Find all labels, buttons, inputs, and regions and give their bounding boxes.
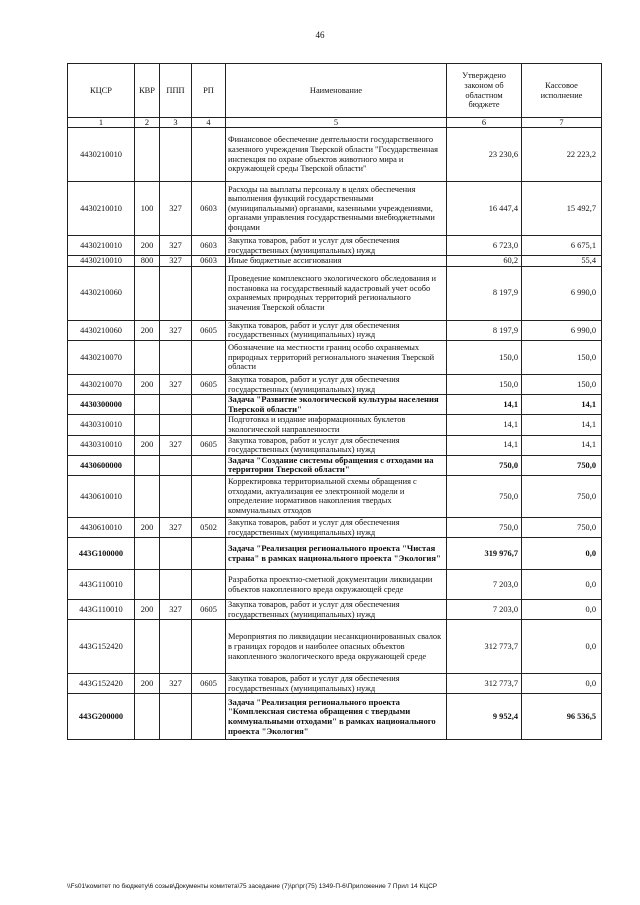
cell-approved: 7 203,0 bbox=[447, 570, 522, 600]
cell-approved: 16 447,4 bbox=[447, 182, 522, 236]
cell-kvr bbox=[135, 455, 160, 475]
cell-cash: 0,0 bbox=[522, 570, 602, 600]
table-row bbox=[68, 538, 602, 570]
budget-execution-table bbox=[67, 63, 602, 740]
column-number: 5 bbox=[226, 118, 447, 128]
cell-rp bbox=[192, 475, 226, 517]
cell-kvr bbox=[135, 128, 160, 182]
cell-kvr: 200 bbox=[135, 435, 160, 455]
cell-cash: 150,0 bbox=[522, 374, 602, 394]
cell-name: Задача "Создание системы обращения с отходами на территории Тверской области" bbox=[226, 455, 447, 475]
cell-kvr bbox=[135, 620, 160, 674]
cell-cash: 96 536,5 bbox=[522, 694, 602, 740]
cell-kcsr: 4430210010 bbox=[68, 236, 135, 256]
table-row bbox=[68, 517, 602, 537]
table-row bbox=[68, 236, 602, 256]
cell-rp bbox=[192, 538, 226, 570]
cell-kvr: 100 bbox=[135, 182, 160, 236]
cell-cash: 750,0 bbox=[522, 455, 602, 475]
cell-ppp: 327 bbox=[160, 320, 192, 340]
cell-ppp bbox=[160, 694, 192, 740]
cell-approved: 14,1 bbox=[447, 415, 522, 435]
cell-rp: 0603 bbox=[192, 182, 226, 236]
cell-kcsr: 4430210070 bbox=[68, 340, 135, 374]
cell-cash: 15 492,7 bbox=[522, 182, 602, 236]
header-ppp: ППП bbox=[160, 64, 192, 118]
cell-kvr bbox=[135, 395, 160, 415]
cell-approved: 150,0 bbox=[447, 340, 522, 374]
cell-cash: 0,0 bbox=[522, 620, 602, 674]
cell-cash: 14,1 bbox=[522, 415, 602, 435]
cell-kvr bbox=[135, 694, 160, 740]
cell-kcsr: 4430300000 bbox=[68, 395, 135, 415]
cell-rp: 0603 bbox=[192, 236, 226, 256]
page-number: 46 bbox=[315, 30, 325, 40]
cell-approved: 23 230,6 bbox=[447, 128, 522, 182]
table-row bbox=[68, 475, 602, 517]
cell-cash: 0,0 bbox=[522, 674, 602, 694]
cell-kcsr: 4430610010 bbox=[68, 517, 135, 537]
table-row bbox=[68, 256, 602, 267]
cell-kcsr: 4430210060 bbox=[68, 320, 135, 340]
cell-kvr bbox=[135, 340, 160, 374]
table-row bbox=[68, 435, 602, 455]
cell-kcsr: 4430610010 bbox=[68, 475, 135, 517]
cell-approved: 312 773,7 bbox=[447, 620, 522, 674]
table-row bbox=[68, 415, 602, 435]
cell-kcsr: 4430310010 bbox=[68, 435, 135, 455]
table-row bbox=[68, 320, 602, 340]
cell-cash: 750,0 bbox=[522, 517, 602, 537]
cell-ppp: 327 bbox=[160, 600, 192, 620]
cell-cash: 0,0 bbox=[522, 538, 602, 570]
cell-ppp: 327 bbox=[160, 674, 192, 694]
cell-ppp bbox=[160, 128, 192, 182]
cell-cash: 150,0 bbox=[522, 340, 602, 374]
cell-name: Обозначение на местности границ особо охраняемых природных территорий регионального значения Тверской области bbox=[226, 340, 447, 374]
cell-name: Закупка товаров, работ и услуг для обеспечения государственных (муниципальных) нужд bbox=[226, 236, 447, 256]
cell-name: Проведение комплексного экологического обследования и постановка на государственный кадастровый учет особо охраняемых природных территорий регионального значения Тверской области bbox=[226, 266, 447, 320]
cell-kvr: 200 bbox=[135, 674, 160, 694]
cell-ppp bbox=[160, 340, 192, 374]
cell-name: Закупка товаров, работ и услуг для обеспечения государственных (муниципальных) нужд bbox=[226, 517, 447, 537]
cell-kcsr: 4430210010 bbox=[68, 128, 135, 182]
cell-name: Закупка товаров, работ и услуг для обеспечения государственных (муниципальных) нужд bbox=[226, 320, 447, 340]
cell-cash: 750,0 bbox=[522, 475, 602, 517]
cell-name: Закупка товаров, работ и услуг для обеспечения государственных (муниципальных) нужд bbox=[226, 374, 447, 394]
cell-kcsr: 443G200000 bbox=[68, 694, 135, 740]
cell-approved: 14,1 bbox=[447, 435, 522, 455]
cell-ppp: 327 bbox=[160, 236, 192, 256]
header-name: Наименование bbox=[226, 64, 447, 118]
cell-name: Закупка товаров, работ и услуг для обеспечения государственных (муниципальных) нужд bbox=[226, 435, 447, 455]
cell-rp: 0605 bbox=[192, 674, 226, 694]
cell-kcsr: 443G110010 bbox=[68, 570, 135, 600]
cell-kcsr: 4430310010 bbox=[68, 415, 135, 435]
cell-ppp bbox=[160, 455, 192, 475]
cell-kcsr: 4430210060 bbox=[68, 266, 135, 320]
cell-ppp bbox=[160, 475, 192, 517]
cell-approved: 9 952,4 bbox=[447, 694, 522, 740]
cell-rp bbox=[192, 620, 226, 674]
cell-rp: 0603 bbox=[192, 256, 226, 267]
cell-cash: 6 675,1 bbox=[522, 236, 602, 256]
cell-name: Задача "Реализация регионального проекта "Комплексная система обращения с твердыми коммунальными отходами" в рамках национального проекта "Экология" bbox=[226, 694, 447, 740]
cell-name: Закупка товаров, работ и услуг для обеспечения государственных (муниципальных) нужд bbox=[226, 674, 447, 694]
cell-rp: 0605 bbox=[192, 320, 226, 340]
cell-cash: 14,1 bbox=[522, 395, 602, 415]
cell-cash: 6 990,0 bbox=[522, 320, 602, 340]
column-number: 6 bbox=[447, 118, 522, 128]
cell-ppp bbox=[160, 266, 192, 320]
cell-ppp: 327 bbox=[160, 374, 192, 394]
header-cash: Кассовое исполнение bbox=[522, 64, 602, 118]
table-row bbox=[68, 266, 602, 320]
cell-kvr bbox=[135, 415, 160, 435]
cell-kcsr: 443G152420 bbox=[68, 674, 135, 694]
cell-kcsr: 4430210070 bbox=[68, 374, 135, 394]
cell-name: Финансовое обеспечение деятельности государственного казенного учреждения Тверской области "Государственная инспекция по охране объектов животного мира и окружающей среды Тверской области" bbox=[226, 128, 447, 182]
cell-ppp bbox=[160, 570, 192, 600]
header-kvr: КВР bbox=[135, 64, 160, 118]
cell-rp bbox=[192, 570, 226, 600]
cell-ppp bbox=[160, 395, 192, 415]
cell-approved: 6 723,0 bbox=[447, 236, 522, 256]
table-row bbox=[68, 340, 602, 374]
cell-kvr: 200 bbox=[135, 600, 160, 620]
cell-ppp bbox=[160, 415, 192, 435]
table-row bbox=[68, 694, 602, 740]
column-number: 7 bbox=[522, 118, 602, 128]
cell-kcsr: 4430600000 bbox=[68, 455, 135, 475]
cell-kvr: 200 bbox=[135, 236, 160, 256]
cell-ppp: 327 bbox=[160, 256, 192, 267]
table-row bbox=[68, 570, 602, 600]
cell-approved: 750,0 bbox=[447, 455, 522, 475]
table-row bbox=[68, 128, 602, 182]
cell-name: Иные бюджетные ассигнования bbox=[226, 256, 447, 267]
column-number: 1 bbox=[68, 118, 135, 128]
cell-rp bbox=[192, 455, 226, 475]
table-row bbox=[68, 182, 602, 236]
cell-rp: 0605 bbox=[192, 600, 226, 620]
cell-rp bbox=[192, 415, 226, 435]
column-number-row bbox=[68, 118, 602, 128]
cell-cash: 55,4 bbox=[522, 256, 602, 267]
cell-kvr bbox=[135, 266, 160, 320]
header-approved: Утверждено законом об областном бюджете bbox=[447, 64, 522, 118]
cell-kvr: 200 bbox=[135, 517, 160, 537]
cell-kcsr: 4430210010 bbox=[68, 256, 135, 267]
cell-approved: 14,1 bbox=[447, 395, 522, 415]
table-header-row bbox=[68, 64, 602, 118]
cell-ppp bbox=[160, 620, 192, 674]
cell-name: Закупка товаров, работ и услуг для обеспечения государственных (муниципальных) нужд bbox=[226, 600, 447, 620]
cell-name: Корректировка территориальной схемы обращения с отходами, актуализация ее электронной модели и определение нормативов накопления твердых коммунальных отходов bbox=[226, 475, 447, 517]
cell-cash: 22 223,2 bbox=[522, 128, 602, 182]
table-row bbox=[68, 374, 602, 394]
cell-name: Подготовка и издание информационных буклетов экологической направленности bbox=[226, 415, 447, 435]
cell-cash: 0,0 bbox=[522, 600, 602, 620]
cell-rp bbox=[192, 128, 226, 182]
cell-kvr: 200 bbox=[135, 320, 160, 340]
table-row bbox=[68, 674, 602, 694]
cell-rp bbox=[192, 340, 226, 374]
column-number: 2 bbox=[135, 118, 160, 128]
cell-ppp bbox=[160, 538, 192, 570]
cell-name: Мероприятия по ликвидации несанкционированных свалок в границах городов и наиболее опасных объектов накопленного экологического вреда окружающей среде bbox=[226, 620, 447, 674]
cell-kvr: 200 bbox=[135, 374, 160, 394]
cell-approved: 312 773,7 bbox=[447, 674, 522, 694]
header-kcsr: КЦСР bbox=[68, 64, 135, 118]
cell-rp bbox=[192, 266, 226, 320]
cell-name: Задача "Реализация регионального проекта "Чистая страна" в рамках национального проекта "Экология" bbox=[226, 538, 447, 570]
cell-kcsr: 443G110010 bbox=[68, 600, 135, 620]
cell-kvr bbox=[135, 538, 160, 570]
cell-rp bbox=[192, 694, 226, 740]
cell-approved: 150,0 bbox=[447, 374, 522, 394]
table-row bbox=[68, 395, 602, 415]
cell-approved: 8 197,9 bbox=[447, 266, 522, 320]
cell-rp bbox=[192, 395, 226, 415]
header-rp: РП bbox=[192, 64, 226, 118]
cell-ppp: 327 bbox=[160, 517, 192, 537]
cell-name: Задача "Развитие экологической культуры населения Тверской области" bbox=[226, 395, 447, 415]
cell-kcsr: 443G100000 bbox=[68, 538, 135, 570]
column-number: 3 bbox=[160, 118, 192, 128]
table-row bbox=[68, 600, 602, 620]
cell-approved: 750,0 bbox=[447, 517, 522, 537]
cell-cash: 6 990,0 bbox=[522, 266, 602, 320]
cell-rp: 0605 bbox=[192, 374, 226, 394]
cell-approved: 60,2 bbox=[447, 256, 522, 267]
table-row bbox=[68, 620, 602, 674]
cell-kcsr: 443G152420 bbox=[68, 620, 135, 674]
cell-kvr bbox=[135, 475, 160, 517]
footer-file-path: \\Fs01\комитет по бюджету\6 созыв\Документы комитета\75 заседание (7)\рг\рг(75) 1349-П-6\Приложение 7 Прил 14 КЦСР bbox=[67, 883, 438, 890]
cell-ppp: 327 bbox=[160, 435, 192, 455]
cell-kvr bbox=[135, 570, 160, 600]
cell-name: Расходы на выплаты персоналу в целях обеспечения выполнения функций государственными (муниципальными) органами, казенными учреждениями, органами управления государственными внебюджетными фондами bbox=[226, 182, 447, 236]
cell-approved: 750,0 bbox=[447, 475, 522, 517]
cell-cash: 14,1 bbox=[522, 435, 602, 455]
table-body bbox=[68, 128, 602, 740]
cell-kvr: 800 bbox=[135, 256, 160, 267]
column-number: 4 bbox=[192, 118, 226, 128]
cell-approved: 7 203,0 bbox=[447, 600, 522, 620]
cell-approved: 8 197,9 bbox=[447, 320, 522, 340]
cell-rp: 0502 bbox=[192, 517, 226, 537]
cell-kcsr: 4430210010 bbox=[68, 182, 135, 236]
cell-rp: 0605 bbox=[192, 435, 226, 455]
cell-approved: 319 976,7 bbox=[447, 538, 522, 570]
table-row bbox=[68, 455, 602, 475]
cell-ppp: 327 bbox=[160, 182, 192, 236]
cell-name: Разработка проектно-сметной документации ликвидации объектов накопленного вреда окружающей среде bbox=[226, 570, 447, 600]
